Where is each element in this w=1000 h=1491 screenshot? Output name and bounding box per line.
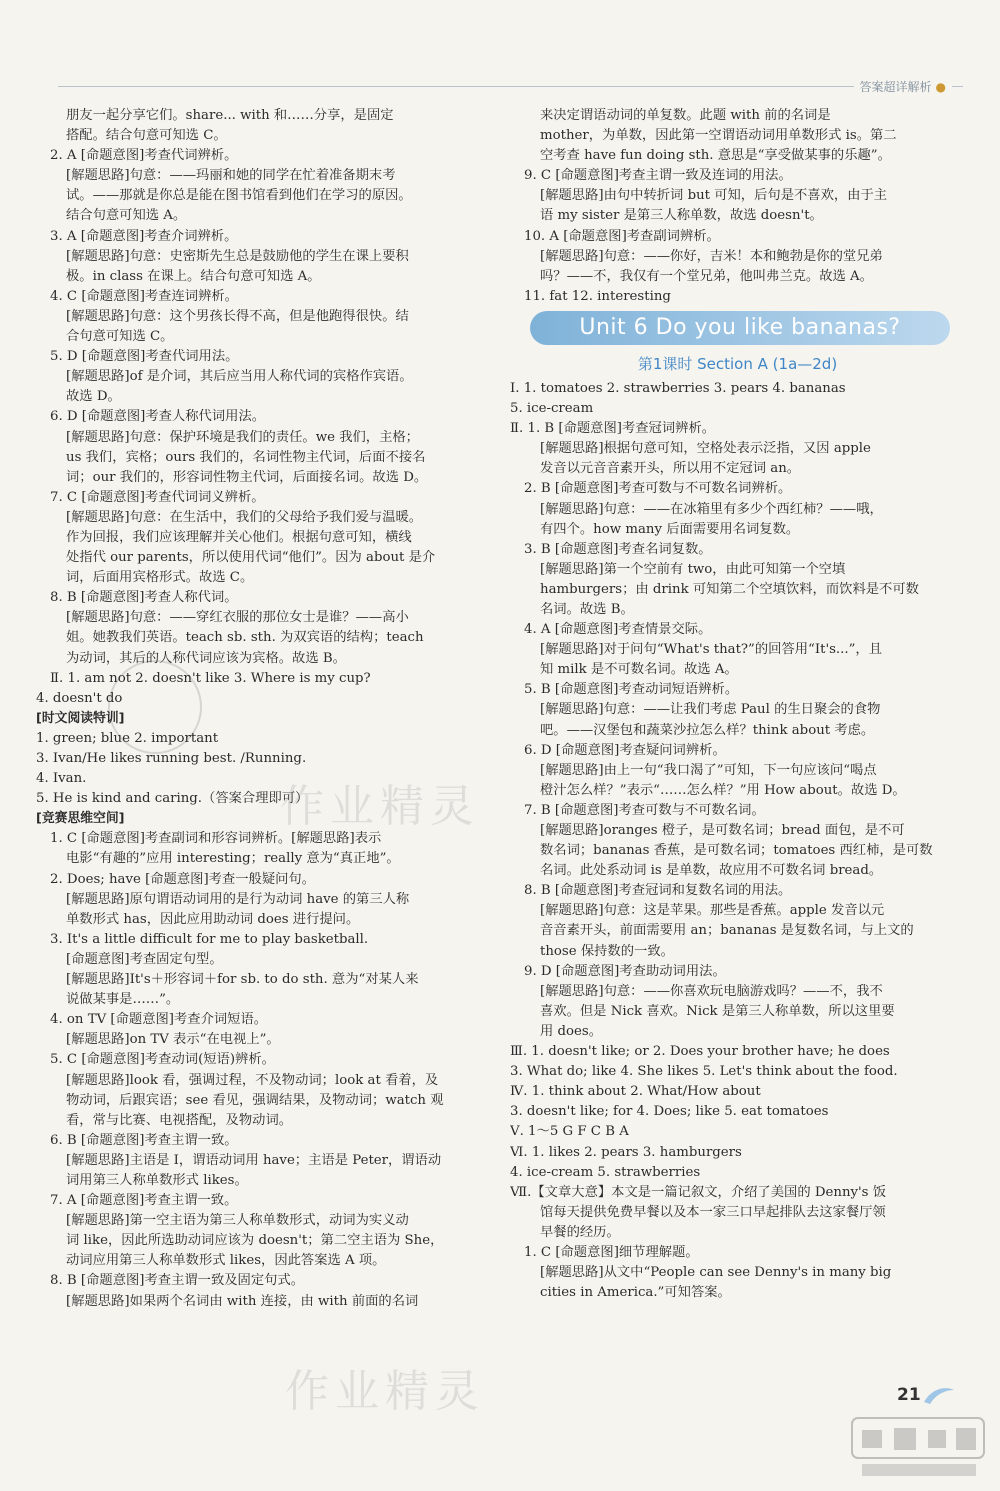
answer-line: [竞赛思维空间] xyxy=(36,811,125,827)
answer-line: 词 like，因此所选助动词应该为 doesn't；第二空主语为 She， xyxy=(66,1233,444,1249)
answer-line: 5. B [命题意图]考查动词短语辨析。 xyxy=(524,682,739,698)
answer-line: 3. A [命题意图]考查介词辨析。 xyxy=(50,228,238,244)
answer-line: 7. A [命题意图]考查主谓一致。 xyxy=(50,1193,238,1209)
answer-line: [解题思路]从文中“People can see Denny's in many big xyxy=(540,1265,892,1281)
answer-line: 空考查 have fun doing sth. 意思是“享受做某事的乐趣”。 xyxy=(540,148,891,164)
answer-line: Ⅵ. 1. likes 2. pears 3. hamburgers xyxy=(510,1144,742,1160)
answer-line: 姐。她教我们英语。teach sb. sth. 为双宾语的结构；teach xyxy=(66,630,424,646)
answer-line: 吗？——不，我仅有一个堂兄弟，他叫弗兰克。故选 A。 xyxy=(540,268,873,284)
answer-line: 发音以元音音素开头，所以用不定冠词 an。 xyxy=(540,461,801,477)
answer-line: 说做某事是……”。 xyxy=(66,992,180,1008)
answer-line: 4. Ivan. xyxy=(36,771,87,787)
watermark-text: 作业精灵 xyxy=(280,781,480,832)
answer-line: 知 milk 是不可数名词。故选 A。 xyxy=(540,662,738,678)
answer-line: hamburgers；由 drink 可知第二个空填饮料，而饮料是不可数 xyxy=(540,581,919,597)
answer-line: 11. fat 12. interesting xyxy=(524,288,671,304)
lesson-title: 第1课时 Section A (1a—2d) xyxy=(637,354,838,373)
answer-line: [解题思路]主语是 I，谓语动词用 have；主语是 Peter，谓语动 xyxy=(66,1152,442,1168)
answer-line: [解题思路]句意：史密斯先生总是鼓励他的学生在课上要积 xyxy=(66,248,409,264)
answer-line: 4. A [命题意图]考查情景交际。 xyxy=(524,622,712,638)
answer-line: 词，后面用宾格形式。故选 C。 xyxy=(66,570,254,586)
header-tag: 答案超详解析 ● xyxy=(854,78,953,95)
answer-line: [解题思路]句意：这是苹果。那些是香蕉。apple 发音以元 xyxy=(540,903,885,919)
answer-line: 7. B [命题意图]考查可数与不可数名词。 xyxy=(524,802,765,818)
answer-line: 早餐的经历。 xyxy=(540,1224,620,1240)
right-column xyxy=(510,106,965,1303)
answer-line: 6. B [命题意图]考查主谓一致。 xyxy=(50,1132,238,1148)
answer-line: [解题思路]oranges 橙子，是可数名词；bread 面包，是不可 xyxy=(540,823,905,838)
answer-line: 5. ice-cream xyxy=(510,401,594,417)
answer-line: 2. A [命题意图]考查代词辨析。 xyxy=(50,148,238,164)
answer-line: 7. C [命题意图]考查代词词义辨析。 xyxy=(50,489,265,505)
answer-line: 结合句意可知选 A。 xyxy=(66,208,187,224)
answer-line: [解题思路]句意：这个男孩长得不高，但是他跑得很快。结 xyxy=(66,308,409,324)
answer-line: 有四个。how many 后面需要用名词复数。 xyxy=(540,521,800,537)
answer-line: 名词。此处系动词 is 是单数，故应用不可数名词 bread。 xyxy=(540,863,883,879)
answer-line: 馆每天提供免费早餐以及本一家三口早起排队去这家餐厅领 xyxy=(540,1204,886,1220)
answer-line: 极。in class 在课上。结合句意可知选 A。 xyxy=(66,268,321,284)
answer-line: 5. C [命题意图]考查动词(短语)辨析。 xyxy=(50,1052,275,1068)
answer-line: [解题思路]句意：——在冰箱里有多少个西红柿？——哦， xyxy=(540,501,883,517)
answer-line: 为动词，其后的人称代词应该为宾格。故选 B。 xyxy=(66,650,346,666)
answer-line: 3. It's a little difficult for me to play basketball. xyxy=(50,931,369,947)
answer-line: [解题思路]It's＋形容词＋for sb. to do sth. 意为“对某人来 xyxy=(66,972,419,988)
answer-line: Ⅴ. 1～5 G F C B A xyxy=(510,1124,629,1140)
answer-line: 搭配。结合句意可知选 C。 xyxy=(66,128,227,144)
answer-line: 8. B [命题意图]考查冠词和复数名词的用法。 xyxy=(524,883,792,899)
answer-line: 单数形式 has，因此应用助动词 does 进行提问。 xyxy=(66,911,360,927)
answer-line: [解题思路]由句中转折词 but 可知，后句是不喜欢，由于主 xyxy=(540,188,888,204)
answer-line: 3. B [命题意图]考查名词复数。 xyxy=(524,541,712,557)
answer-line: 1. green; blue 2. important xyxy=(36,730,219,746)
answer-line: 8. B [命题意图]考查主谓一致及固定句式。 xyxy=(50,1273,305,1289)
answer-line: 词；our 我们的，形容词性物主代词，后面接名词。故选 D。 xyxy=(66,469,428,485)
answer-line: 3. Ivan/He likes running best. /Running. xyxy=(36,751,307,766)
site-logo-icon xyxy=(848,1412,988,1482)
answer-line: [解题思路]原句谓语动词用的是行为动词 have 的第三人称 xyxy=(66,891,410,907)
answer-line: 4. C [命题意图]考查连词辨析。 xyxy=(50,288,238,304)
answer-line: 语 my sister 是第三人称单数，故选 doesn't。 xyxy=(540,208,823,224)
answer-line: 试。——那就是你总是能在图书馆看到他们在学习的原因。 xyxy=(66,188,412,204)
answer-line: [命题意图]考查固定句型。 xyxy=(66,951,223,967)
answer-line: [解题思路]句意：——你好，吉米！本和鲍勃是你的堂兄弟 xyxy=(540,248,883,264)
answer-line: 喜欢。但是 Nick 喜欢。Nick 是第三人称单数，所以这里要 xyxy=(540,1003,895,1019)
unit-banner: Unit 6 Do you like bananas? xyxy=(530,311,950,345)
answer-line: 5. He is kind and caring.（答案合理即可） xyxy=(36,791,309,807)
answer-line: 电影“有趣的”应用 interesting；really 意为“真正地”。 xyxy=(66,851,400,867)
answer-line: [解题思路]on TV 表示“在电视上”。 xyxy=(66,1032,280,1048)
page-number: 21 xyxy=(897,1385,921,1405)
answer-line: [解题思路]如果两个名词由 with 连接，由 with 前面的名词 xyxy=(66,1293,419,1309)
answer-line: 4. on TV [命题意图]考查介词短语。 xyxy=(50,1012,268,1028)
answer-line: [解题思路]句意：——你喜欢玩电脑游戏吗？——不，我不 xyxy=(540,983,883,999)
answer-line: 6. D [命题意图]考查人称代词用法。 xyxy=(50,409,266,425)
answer-line: 1. C [命题意图]细节理解题。 xyxy=(524,1244,699,1260)
answer-line: us 我们，宾格；ours 我们的，名词性物主代词，后面不接名 xyxy=(66,449,426,465)
answer-line: 故选 D。 xyxy=(66,389,121,405)
answer-line: 物动词，后跟宾语；see 看见，强调结果，及物动词；watch 观 xyxy=(66,1092,444,1108)
answer-line: 来决定谓语动词的单复数。此题 with 前的名词是 xyxy=(540,108,831,123)
answer-line: Ⅶ.【文章大意】本文是一篇记叙文，介绍了美国的 Denny's 饭 xyxy=(510,1184,887,1200)
answer-line: 2. Does; have [命题意图]考查一般疑问句。 xyxy=(50,871,316,887)
answer-line: Ⅳ. 1. think about 2. What/How about xyxy=(510,1084,761,1100)
answer-line: 9. D [命题意图]考查助动词用法。 xyxy=(524,963,726,979)
header-rule xyxy=(58,86,963,87)
answer-line: 数名词；bananas 香蕉，是可数名词；tomatoes 西红柿，是可数 xyxy=(540,843,933,859)
answer-line: [解题思路]根据句意可知，空格处表示泛指，又因 apple xyxy=(540,441,871,457)
header-dot-icon: ● xyxy=(935,80,946,94)
answer-line: [解题思路]第一个空前有 two，由此可知第一个空填 xyxy=(540,561,846,577)
answer-line: 音音素开头，前面需要用 an；bananas 是复数名词，与上文的 xyxy=(540,923,914,939)
answer-line: 3. What do; like 4. She likes 5. Let's think about the food. xyxy=(510,1064,898,1080)
swoosh-icon xyxy=(922,1384,956,1406)
answer-line: [解题思路]对于问句“What's that?”的回答用“It's...”，且 xyxy=(540,642,882,658)
answer-line: 1. C [命题意图]考查副词和形容词辨析。[解题思路]表示 xyxy=(50,831,382,847)
answer-line: 9. C [命题意图]考查主谓一致及连词的用法。 xyxy=(524,168,792,184)
answer-line: 合句意可知选 C。 xyxy=(66,329,174,345)
answer-line: cities in America.”可知答案。 xyxy=(540,1285,731,1301)
answer-line: [时文阅读特训] xyxy=(36,710,125,726)
answer-line: 看，常与比赛、电视搭配，及物动词。 xyxy=(66,1112,293,1128)
answer-line: 名词。故选 B。 xyxy=(540,601,634,617)
answer-line: [解题思路]由上一句“我口渴了”可知，下一句应该问“喝点 xyxy=(540,762,877,778)
left-column xyxy=(36,106,491,1312)
answer-line: [解题思路]句意：在生活中，我们的父母给予我们爱与温暖。 xyxy=(66,509,423,525)
answer-line: 吧。——汉堡包和蔬菜沙拉怎么样？think about 考虑。 xyxy=(540,722,875,738)
answer-line: 词用第三人称单数形式 likes。 xyxy=(66,1172,248,1188)
answer-line: [解题思路]句意：——让我们考虑 Paul 的生日聚会的食物 xyxy=(540,702,881,718)
answer-line: Ⅰ. 1. tomatoes 2. strawberries 3. pears 4. bananas xyxy=(510,380,846,396)
answer-line: 6. D [命题意图]考查疑问词辨析。 xyxy=(524,742,726,758)
answer-line: 8. B [命题意图]考查人称代词。 xyxy=(50,590,238,606)
right-top-block xyxy=(510,106,965,307)
answer-line: [解题思路]of 是介词，其后应当用人称代词的宾格作宾语。 xyxy=(66,369,413,385)
answer-line: 橙汁怎么样？”表示“……怎么样？”用 How about。故选 D。 xyxy=(540,782,906,798)
answer-line: [解题思路]句意：——穿红衣服的那位女士是谁？——高小 xyxy=(66,610,409,626)
right-bottom-block xyxy=(510,379,965,1303)
answer-line: Ⅱ. 1. am not 2. doesn't like 3. Where is my cup? xyxy=(50,670,371,686)
answer-line: Ⅱ. 1. B [命题意图]考查冠词辨析。 xyxy=(510,421,716,437)
answer-line: 10. A [命题意图]考查副词辨析。 xyxy=(524,228,720,244)
answer-line: Ⅲ. 1. doesn't like; or 2. Does your brother have; he does xyxy=(510,1044,890,1060)
watermark-text: 作业精灵 xyxy=(285,1366,485,1417)
answer-line: 处指代 our parents，所以使用代词“他们”。因为 about 是介 xyxy=(66,550,436,566)
answer-line: 朋友一起分享它们。share... with 和……分享，是固定 xyxy=(66,108,394,123)
answer-line: 5. D [命题意图]考查代词用法。 xyxy=(50,349,239,365)
answer-line: 3. doesn't like; for 4. Does; like 5. eat tomatoes xyxy=(510,1104,829,1120)
answer-line: 用 does。 xyxy=(540,1023,603,1039)
answer-line: [解题思路]第一空主语为第三人称单数形式，动词为实义动 xyxy=(66,1213,409,1229)
answer-line: 作为回报，我们应该理解并关心他们。根据句意可知，横线 xyxy=(66,529,412,545)
answer-line: those 保持数的一致。 xyxy=(540,943,674,959)
answer-line: mother，为单数，因此第一空谓语动词用单数形式 is。第二 xyxy=(540,128,897,144)
answer-line: 4. doesn't do xyxy=(36,690,123,706)
answer-line: [解题思路]look 看，强调过程，不及物动词；look at 看着，及 xyxy=(66,1072,439,1088)
answer-line: 4. ice-cream 5. strawberries xyxy=(510,1164,701,1180)
answer-line: [解题思路]句意：保护环境是我们的责任。we 我们，主格； xyxy=(66,429,419,445)
answer-line: [解题思路]句意：——玛丽和她的同学在忙着准备期末考 xyxy=(66,168,396,184)
answer-line: 动词应用第三人称单数形式 likes，因此答案选 A 项。 xyxy=(66,1253,386,1269)
answer-line: 2. B [命题意图]考查可数与不可数名词辨析。 xyxy=(524,481,792,497)
